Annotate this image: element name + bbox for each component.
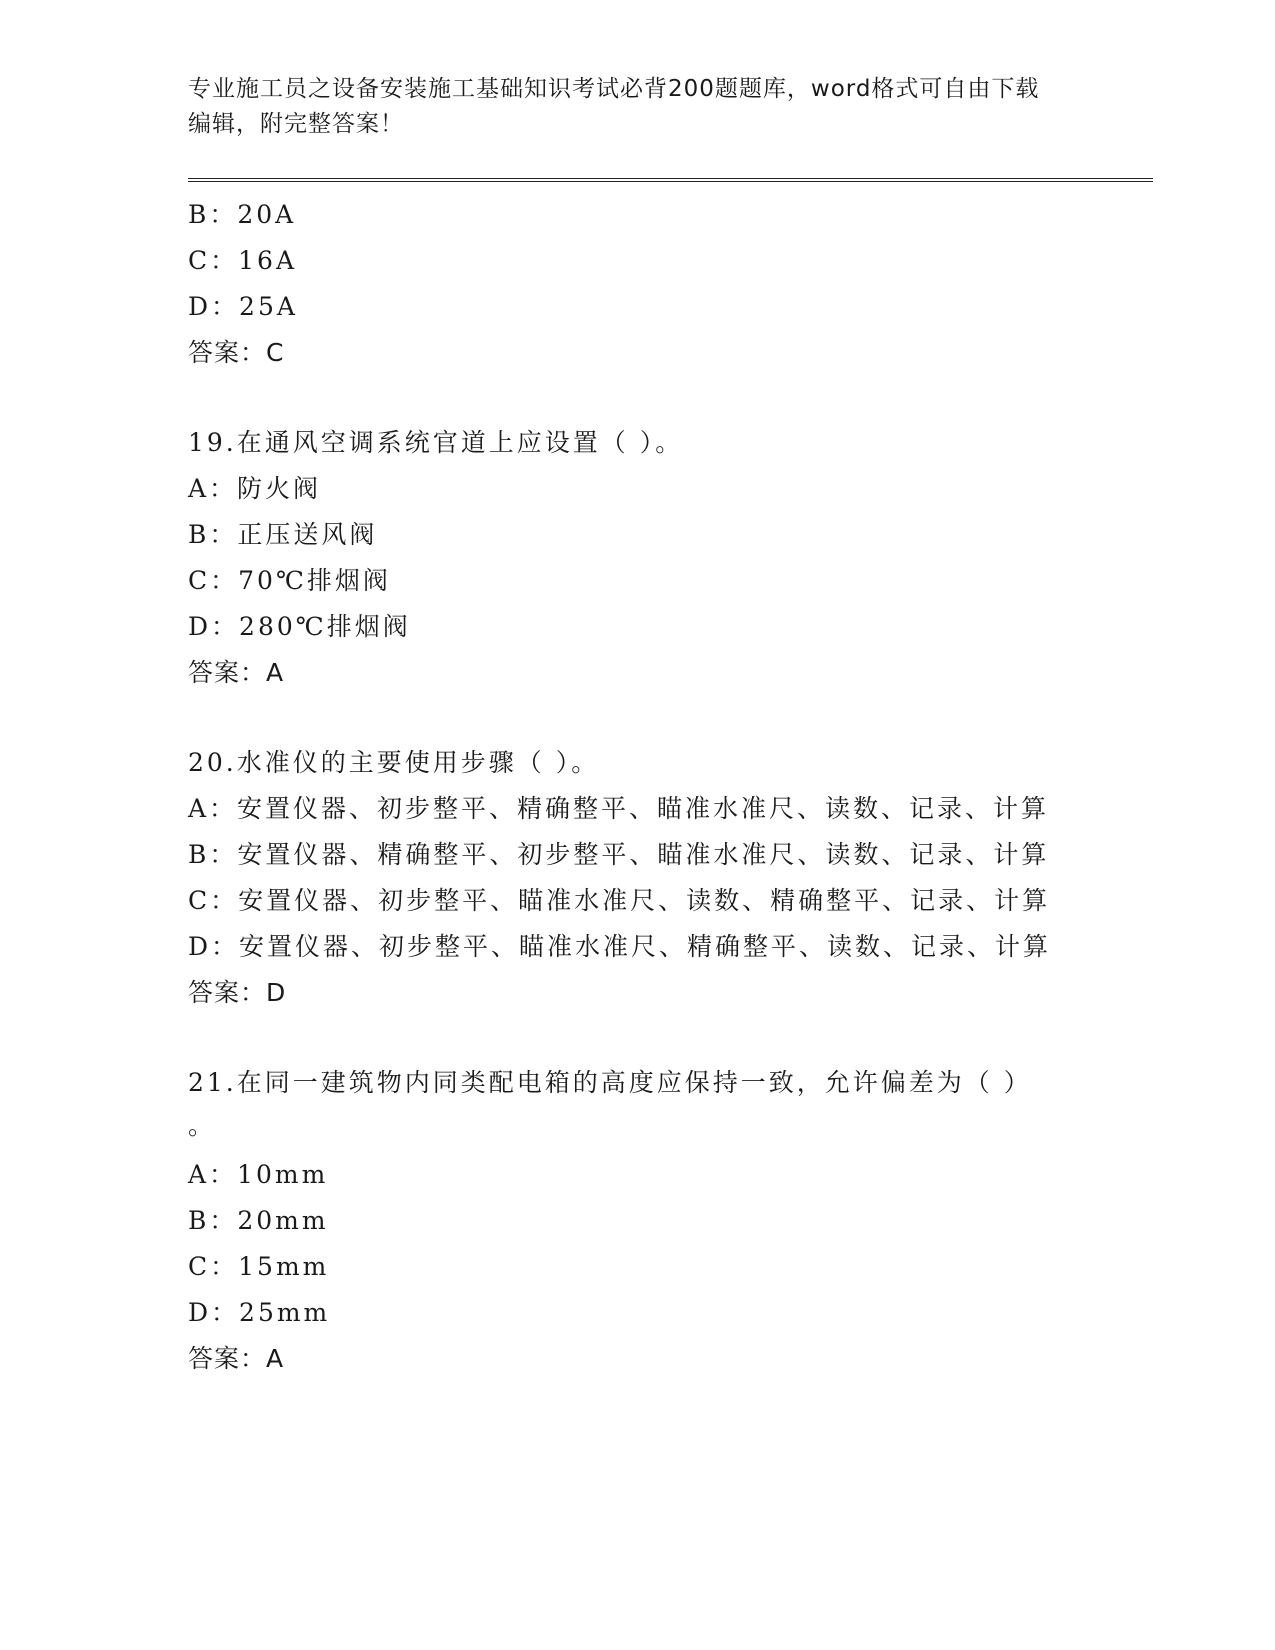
page-header <box>188 72 1088 142</box>
question-21-block <box>188 1060 1168 1382</box>
option-c: C：16A <box>188 246 297 275</box>
spacer <box>188 696 1168 740</box>
spacer <box>188 1016 1168 1060</box>
option-c: C：70℃排烟阀 <box>188 566 391 595</box>
option-a: A：10mm <box>188 1160 329 1189</box>
answer: 答案：C <box>188 338 285 367</box>
option-a: A：安置仪器、初步整平、精确整平、瞄准水准尺、读数、记录、计算 <box>188 794 1050 823</box>
question-list <box>188 192 1168 1382</box>
spacer <box>188 376 1168 420</box>
question-20-block <box>188 740 1168 1016</box>
header-line-2: 编辑，附完整答案！ <box>188 111 404 137</box>
answer: 答案：D <box>188 978 287 1007</box>
option-a: A：防火阀 <box>188 474 322 503</box>
option-d: D：25mm <box>188 1298 331 1327</box>
question-text: 20.水准仪的主要使用步骤（ ）。 <box>188 748 600 777</box>
header-divider <box>188 178 1153 182</box>
header-line-1: 专业施工员之设备安装施工基础知识考试必背200题题库，word格式可自由下载 <box>188 76 1040 102</box>
option-d: D：280℃排烟阀 <box>188 612 411 641</box>
question-18-block <box>188 192 1168 376</box>
option-b: B：正压送风阀 <box>188 520 378 549</box>
option-b: B：安置仪器、精确整平、初步整平、瞄准水准尺、读数、记录、计算 <box>188 840 1050 869</box>
question-text-continuation: 。 <box>188 1111 214 1140</box>
option-d: D：安置仪器、初步整平、瞄准水准尺、精确整平、读数、记录、计算 <box>188 932 1052 961</box>
answer: 答案：A <box>188 658 285 687</box>
option-c: C：安置仪器、初步整平、瞄准水准尺、读数、精确整平、记录、计算 <box>188 886 1051 915</box>
question-19-block <box>188 420 1168 696</box>
option-b: B：20mm <box>188 1206 329 1235</box>
option-b: B：20A <box>188 200 297 229</box>
answer: 答案：A <box>188 1344 285 1373</box>
question-text: 19.在通风空调系统官道上应设置（ ）。 <box>188 428 684 457</box>
question-text: 21.在同一建筑物内同类配电箱的高度应保持一致，允许偏差为（ ） <box>188 1068 1032 1097</box>
option-c: C：15mm <box>188 1252 330 1281</box>
option-d: D：25A <box>188 292 298 321</box>
